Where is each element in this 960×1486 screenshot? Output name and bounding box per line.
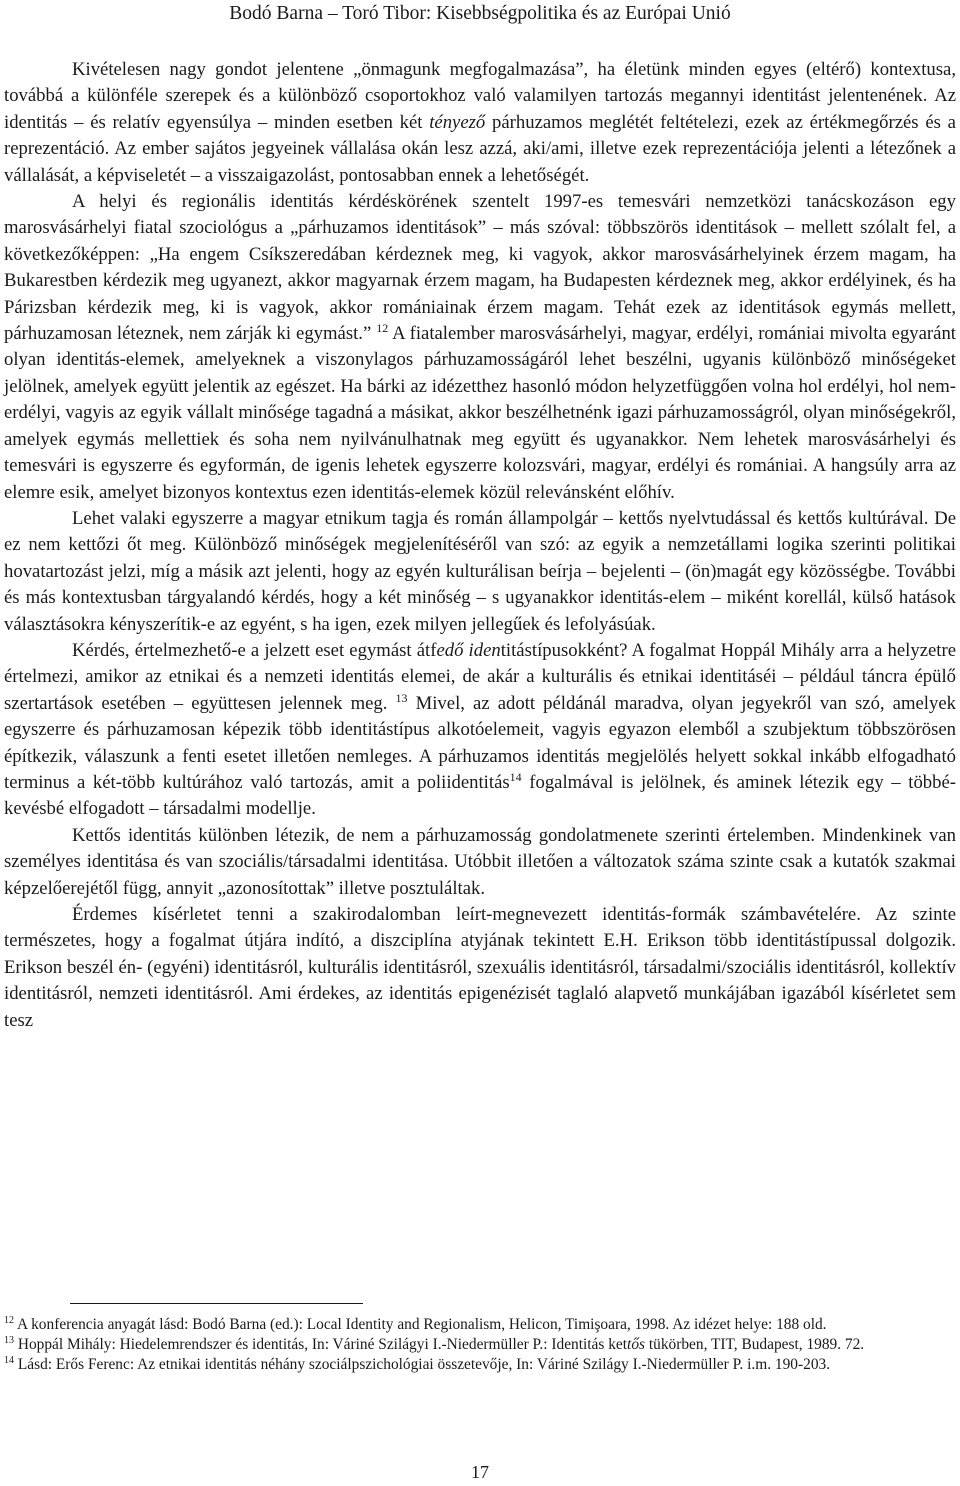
- paragraph-5: Kettős identitás különben létezik, de nem a párhuzamosság gondolatmenete szerinti értelemben. Mindenkinek van személyes identitása és van szociális/társadalmi identitása. Utóbbit illetően a változatok száma szinte csak a kutatók szakmai képzelőerejétől függ, annyit „azonosítottak” illetve posztuláltak.: [4, 824, 956, 899]
- footnote-text-a: Hoppál Mihály: Hiedelemrendszer és identitás, In: Váriné Szilágyi I.-Niedermüller P.: Identitás ket: [14, 1336, 628, 1353]
- footnotes: [4, 1315, 956, 1375]
- paragraph-4-text-a: Kérdés, értelmezhető-e a jelzett eset egymást átf: [72, 639, 437, 661]
- footnote-number: 14: [4, 1354, 14, 1366]
- paragraph-1-italic: tényező: [429, 111, 486, 133]
- paragraph-2-text-a: A helyi és regionális identitás kérdéskörének szentelt 1997-es temesvári nemzetközi tanácskozáson egy marosvásárhelyi fiatal szociológus a „párhuzamos identitások” – más szóval: többszörös identitások – mellett szólalt fel, a következőképpen: „Ha engem Csíkszeredában kérdeznek meg, ki vagyok, akkor marosvásárhelyinek érzem magam, ha Bukarestben kérdezik meg ugyanezt, akkor magyarnak érzem magam, ha Budapesten kérdeznek meg, akkor erdélyinek, és ha Párizsban kérdezik meg, ki is vagyok, akkor romániainak érzem magam. Tehát ezek az identitások egymás mellett, párhuzamosan léteznek, nem zárják ki egymást.”: [4, 191, 956, 345]
- footnote-ref-13[interactable]: 13: [395, 690, 408, 705]
- footnote-text-italic: tős: [627, 1336, 646, 1353]
- footnote-text-b: tükörben, TIT, Budapest, 1989. 72.: [645, 1336, 865, 1353]
- paragraph-6: Érdemes kísérletet tenni a szakirodalomban leírt-megnevezett identitás-formák számbavételére. Az szinte természetes, hogy a fogalmat útjára indító, a diszciplína atyjának tekintett E.H. Erikson több identitástípussal dolgozik. Erikson beszél én- (egyéni) identitásról, kulturális identitásról, szexuális identitásról, társadalmi/szociális identitásról, kollektív identitásról, nemzeti identitásról. Ami érdekes, az identitás epigenézisét taglaló alapvető munkájában igazából kísérletet sem tesz: [4, 904, 956, 1031]
- paragraph-4-text-c: Mivel, az adott példánál maradva, olyan jegyekről van szó, amelyek egyszerre és párhuzamosan képezik több identitástípus alkotóelemeit, vagyis egyazon elemből a szubjektum többszörösen építkezik, válaszunk a fenti esetet illetően nemleges. A párhuzamos identitás megjelölés helyett sokkal inkább elfogadható terminus a két-több kultúrához való tartozás, amit a poliidentitás: [4, 692, 956, 793]
- paragraph-2-text-b: A fiatalember marosvásárhelyi, magyar, erdélyi, romániai mivolta egyaránt olyan identitás-elemek, amelyeknek a viszonylagos párhuzamosságáról lehet beszélni, ugyanis különböző minőségeket jelölnek, amelyek együtt jelentik az egészet. Ha bárki az idézetthez hasonló módon helyzetfüggően volna hol erdélyi, hol nem-erdélyi, vagyis az egyik vállalt minősége tagadná a másikat, akkor beszélhetnénk igazi párhuzamosságról, olyan minőségekről, amelyek egymás mellettiek és soha nem nyilvánulhatnak meg együtt és ugyanakkor. Nem lehetek marosvásárhelyi és temesvári is egyszerre és egyformán, de igenis lehetek egyszerre kolozsvári, magyar, erdélyi és romániai. A hangsúly arra az elemre esik, amelyet bizonyos kontextus ezen identitás-elemek közül relevánsként előhív.: [4, 323, 956, 503]
- footnote-text: Lásd: Erős Ferenc: Az etnikai identitás néhány szociálpszichológiai összetevője, In: Váriné Szilágy I.-Niedermüller P. i.m. 190-203.: [14, 1356, 831, 1373]
- footnote-separator: [70, 1303, 363, 1304]
- paragraph-4-text-b: titástípusokként? A fogalmat Hoppál Mihály arra a helyzetre értelmezi, amikor az etnikai és a nemzeti identitás elemei, de akár a kulturális és etnikai identitáséi – például táncra épülő szertartások esetében – együttesen jelennek meg.: [4, 639, 957, 714]
- paragraph-2: [4, 189, 956, 506]
- footnote-13: [4, 1335, 956, 1355]
- body-text: [4, 57, 956, 1034]
- page-number: 17: [471, 1462, 489, 1482]
- paragraph-4: [4, 638, 956, 823]
- paragraph-3: Lehet valaki egyszerre a magyar etnikum tagja és román állampolgár – kettős nyelvtudással és kettős kultúrával. De ez nem kettőzi őt meg. Különböző minőségek megjelenítéséről van szó: az egyik a nemzetállami logika szerinti politikai hovatartozást jelzi, míg a másik azt jelenti, hogy az egyén kulturálisan beírja – bejelenti – (ön)magát egy közösségbe. További és más kontextusban tárgyalandó kérdés, hogy a két minőség – s ugyanakkor identitás-elem – miként korellál, külső hatások választásokra kényszerítik-e az egyént, s ha igen, ezek milyen jellegűek és lefolyásúak.: [4, 507, 956, 635]
- footnote-number: 12: [4, 1314, 14, 1326]
- paragraph-1-text-a: Kivételesen nagy gondot jelentene „önmagunk megfogalmazása”, ha életünk minden egyes (eltérő) kontextusa, továbbá a különféle szerepek és a különböző csoportokhoz való valamilyen tartozás megannyi identitást jelentenének. Az identitás – és relatív egyensúlya – minden esetben két: [4, 59, 956, 133]
- paragraph-4-text-d: fogalmával is jelölnek, és aminek létezik egy – többé-kevésbé elfogadott – társadalmi modellje.: [4, 771, 956, 820]
- paragraph-1: [4, 57, 956, 189]
- paragraph-1-text-b: párhuzamos meglétét feltételezi, ezek az értékmegőrzés és a reprezentáció. Az ember sajátos jegyeinek vállalása okán lesz azzá, aki/ami, illetve ezek reprezentációja jelenti a létezőnek a vállalását, a képviseletét – a visszaigazolást, pontosabban ennek a lehetőségét.: [4, 111, 956, 186]
- footnote-ref-12[interactable]: 12: [376, 320, 389, 335]
- footnote-14: [4, 1355, 956, 1375]
- footnote-12: [4, 1315, 956, 1335]
- footnote-text: A konferencia anyagát lásd: Bodó Barna (ed.): Local Identity and Regionalism, Helicon, Timişoara, 1998. Az idézet helye: 188 old.: [14, 1316, 827, 1333]
- paragraph-4-italic: edő iden: [436, 639, 501, 661]
- footnote-ref-14[interactable]: 14: [509, 769, 522, 784]
- running-header: Bodó Barna – Toró Tibor: Kisebbségpolitika és az Európai Unió: [229, 3, 731, 24]
- footnote-number: 13: [4, 1334, 14, 1346]
